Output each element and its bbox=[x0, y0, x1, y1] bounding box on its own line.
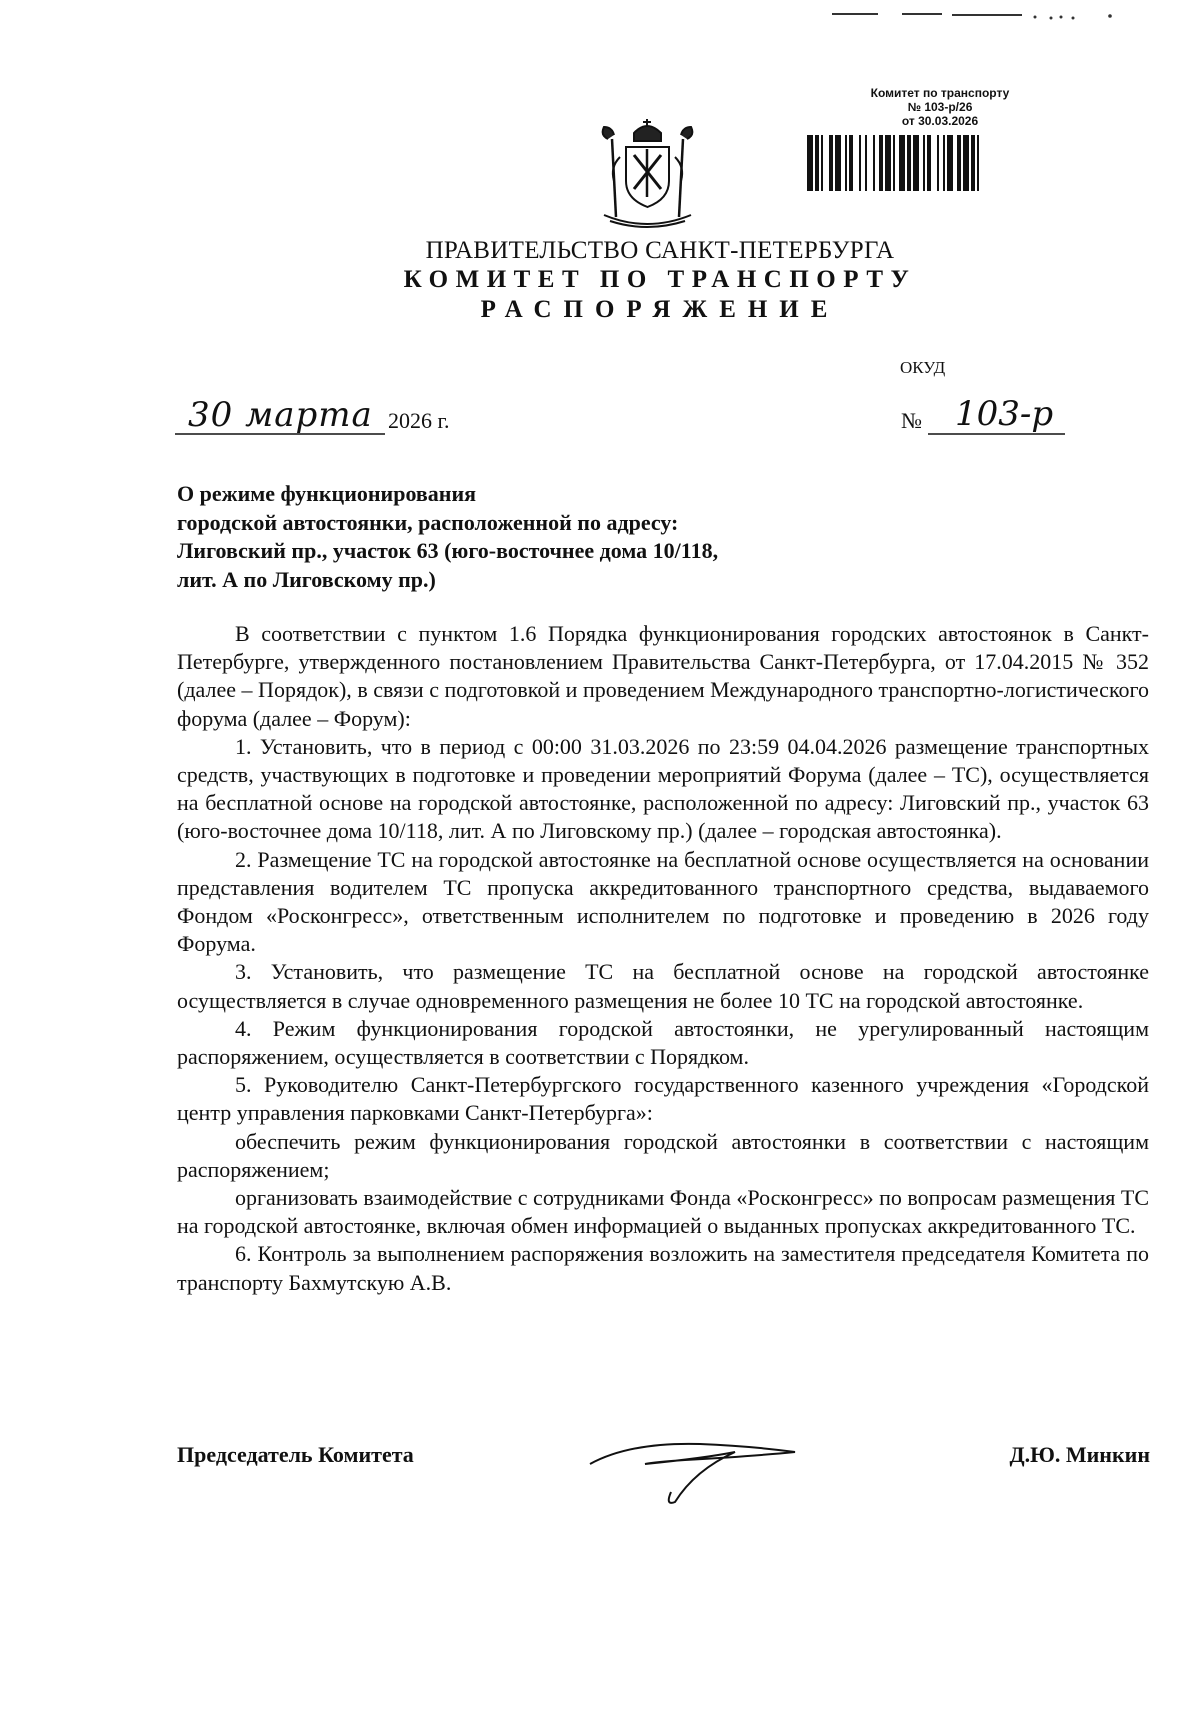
body-paragraph: 1. Установить, что в период с 00:00 31.03.2026 по 23:59 04.04.2026 размещение транспортных средств, участвующих в подготовке и проведении мероприятий Форума (далее – ТС), осуществляется на бесплатной основе на городской автостоянке, расположенной по адресу: Лиговский пр., участок 63 (юго-восточнее дома 10/118, лит. А по Лиговскому пр.) (далее – городская автостоянка). bbox=[177, 733, 1149, 844]
barcode-bar bbox=[913, 135, 919, 191]
barcode-bar bbox=[971, 135, 975, 191]
barcode-bar bbox=[829, 135, 833, 191]
barcode-bar bbox=[879, 135, 883, 191]
registration-stamp bbox=[820, 86, 1060, 128]
body-paragraph: 3. Установить, что размещение ТС на бесплатной основе на городской автостоянке осуществляется в случае одновременного размещения не более 10 ТС на городской автостоянке. bbox=[177, 959, 1149, 1013]
subject-line: городской автостоянки, расположенной по адресу: bbox=[177, 509, 679, 535]
body-paragraph: 5. Руководителю Санкт-Петербургского государственного казенного учреждения «Городской центр управления парковками Санкт-Петербурга»: bbox=[177, 1072, 1149, 1126]
barcode-bar bbox=[893, 135, 895, 191]
okud-label: ОКУД bbox=[900, 358, 946, 377]
barcode-bar bbox=[963, 135, 969, 191]
government-title: ПРАВИТЕЛЬСТВО САНКТ-ПЕТЕРБУРГА bbox=[425, 237, 895, 264]
barcode-bar bbox=[815, 135, 819, 191]
subject-line: Лиговский пр., участок 63 (юго-восточнее дома 10/118, bbox=[177, 538, 719, 563]
document-subject bbox=[177, 480, 877, 594]
handwritten-signature bbox=[585, 1434, 805, 1506]
document-type-title: РАСПОРЯЖЕНИЕ bbox=[480, 296, 840, 323]
signatory-position: Председатель Комитета bbox=[177, 1442, 414, 1467]
barcode-bar bbox=[957, 135, 961, 191]
barcode-bar bbox=[923, 135, 925, 191]
committee-title: КОМИТЕТ ПО ТРАНСПОРТУ bbox=[403, 266, 917, 293]
body-paragraph: 4. Режим функционирования городской автостоянки, не урегулированный настоящим распоряжением, осуществляется в соответствии с Порядком. bbox=[177, 1015, 1149, 1070]
subject-line: О режиме функционирования bbox=[177, 481, 477, 506]
body-paragraph: 6. Контроль за выполнением распоряжения возложить на заместителя председателя Комитета по транспорту Бахмутскую А.В. bbox=[177, 1241, 1149, 1295]
barcode-bar bbox=[899, 135, 905, 191]
barcode-bar bbox=[807, 135, 813, 191]
barcode-bar bbox=[821, 135, 823, 191]
stamp-line-2: № 103-р/26 bbox=[907, 100, 973, 114]
barcode-bar bbox=[927, 135, 931, 191]
handwritten-number: 103-р bbox=[955, 394, 1054, 434]
body-paragraph: обеспечить режим функционирования городской автостоянки в соответствии с настоящим распоряжением; bbox=[177, 1128, 1149, 1182]
document-body bbox=[177, 620, 1149, 1297]
handwritten-date: 30 марта bbox=[188, 395, 373, 435]
barcode-bar bbox=[835, 135, 841, 191]
stamp-line-1: Комитет по транспорту bbox=[870, 86, 1010, 100]
barcode-bar bbox=[873, 135, 875, 191]
barcode-bar bbox=[937, 135, 939, 191]
number-label: № bbox=[901, 408, 922, 433]
signatory-name: Д.Ю. Минкин bbox=[1009, 1442, 1150, 1467]
barcode-bar bbox=[977, 135, 979, 191]
barcode-bar bbox=[845, 135, 847, 191]
barcode-bar bbox=[885, 135, 891, 191]
coat-of-arms-emblem bbox=[596, 117, 699, 233]
barcode-bar bbox=[907, 135, 911, 191]
body-paragraph: организовать взаимодействие с сотрудниками Фонда «Росконгресс» по вопросам размещения ТС на городской автостоянке, включая обмен информацией о выданных пропусках аккредитованного ТС. bbox=[177, 1185, 1149, 1239]
barcode-bar bbox=[849, 135, 853, 191]
barcode-bar bbox=[865, 135, 867, 191]
barcode-bar bbox=[947, 135, 953, 191]
scan-artifact-marks bbox=[820, 6, 1150, 28]
subject-line: лит. А по Лиговскому пр.) bbox=[177, 566, 436, 592]
barcode bbox=[805, 133, 1097, 195]
barcode-bar bbox=[859, 135, 861, 191]
barcode-bar bbox=[943, 135, 945, 191]
body-paragraph: В соответствии с пунктом 1.6 Порядка функционирования городских автостоянок в Санкт-Петербурге, утвержденного постановлением Правительства Санкт-Петербурга, от 17.04.2015 № 352 (далее – Порядок), в связи с подготовкой и проведением Международного транспортно-логистического форума (далее – Форум): bbox=[177, 621, 1149, 731]
stamp-line-3: от 30.03.2026 bbox=[901, 114, 979, 128]
body-paragraph: 2. Размещение ТС на городской автостоянке на бесплатной основе осуществляется на основании представления водителем ТС пропуска аккредитованного транспортного средства, выдаваемого Фондом «Росконгресс», ответственным исполнителем по подготовке и проведению в 2026 году Форума. bbox=[177, 846, 1149, 957]
date-year: 2026 г. bbox=[388, 408, 450, 433]
